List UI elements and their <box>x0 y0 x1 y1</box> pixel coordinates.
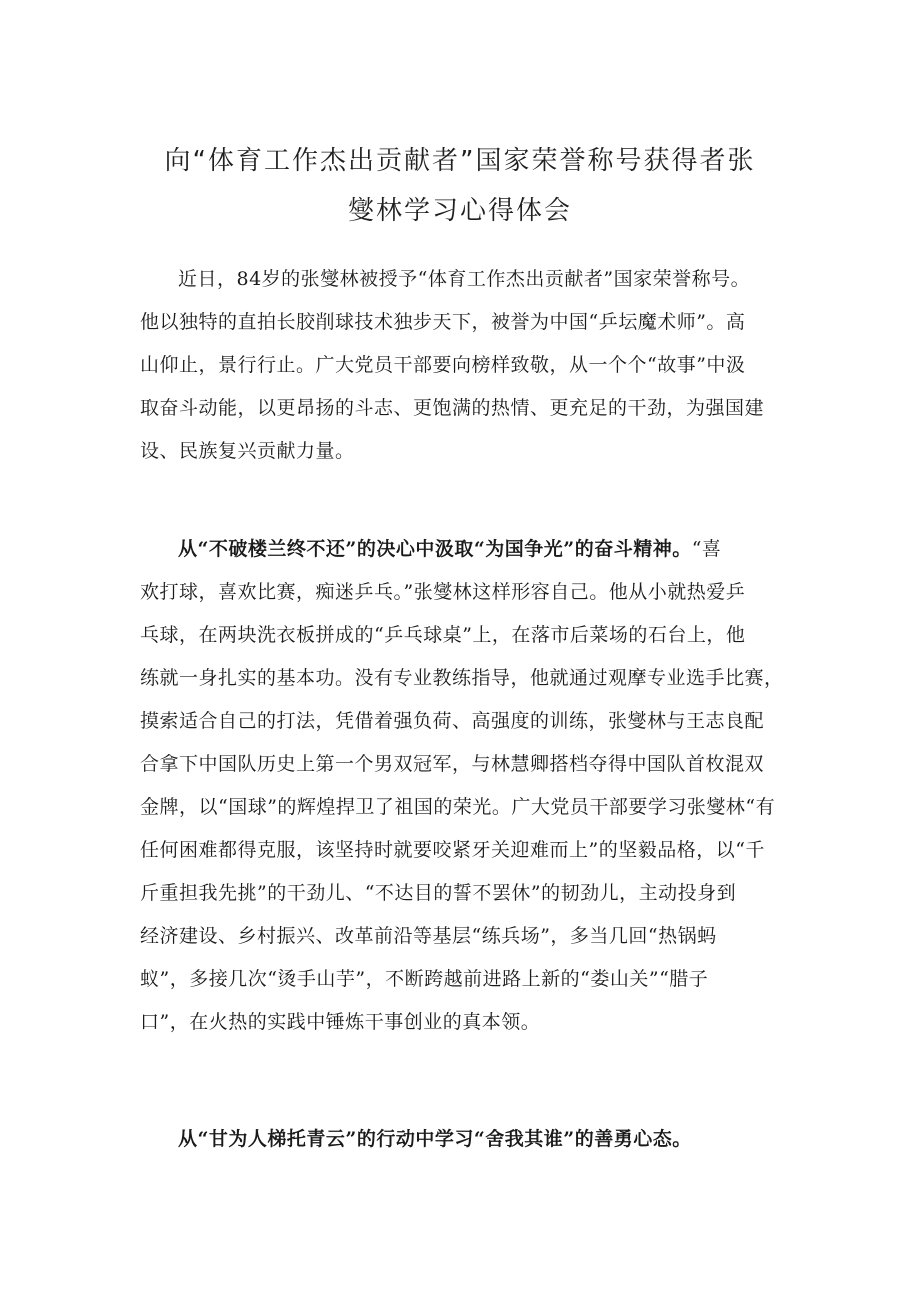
paragraph-line: 任何困难都得克服，该坚持时就要咬紧牙关迎难而上”的坚毅品格，以“千 <box>140 839 765 861</box>
paragraph-line: 金牌，以“国球”的辉煌捍卫了祖国的荣光。广大党员干部要学习张燮林“有 <box>140 796 776 818</box>
paragraph-line: 近日，84岁的张燮林被授予“体育工作杰出贡献者”国家荣誉称号。 <box>178 268 751 290</box>
paragraph-line: 他以独特的直拍长胶削球技术独步天下，被誉为中国“乒坛魔术师”。高 <box>140 311 746 333</box>
paragraph-line: 山仰止，景行行止。广大党员干部要向榜样致敬，从一个个“故事”中汲 <box>140 354 746 376</box>
paragraph-line: 斤重担我先挑”的干劲儿、“不达目的誓不罢休”的韧劲儿，主动投身到 <box>140 882 737 904</box>
paragraph-line: 取奋斗动能，以更昂扬的斗志、更饱满的热情、更充足的干劲，为强国建 <box>140 397 765 419</box>
paragraph-line: 乓球，在两块洗衣板拼成的“乒乓球桌”上，在落市后菜场的石台上，他 <box>140 624 746 646</box>
paragraph-line <box>140 528 785 571</box>
paragraph-intro <box>140 258 785 473</box>
title-line-1: 向“体育工作杰出贡献者”国家荣誉称号获得者张 <box>164 146 756 176</box>
section-heading-1: 从“不破楼兰终不还”的决心中汲取“为国争光”的奋斗精神。 <box>178 538 692 560</box>
paragraph-line: 练就一身扎实的基本功。没有专业教练指导，他就通过观摩专业选手比赛， <box>140 667 784 689</box>
paragraph-section-2 <box>140 1118 785 1161</box>
document-title <box>140 136 780 236</box>
paragraph-line: 经济建设、乡村振兴、改革前沿等基层“练兵场”，多当几回“热锅蚂 <box>140 925 717 947</box>
paragraph-line: 蚁”，多接几次“烫手山芋”，不断跨越前进路上新的“娄山关”“腊子 <box>140 968 709 990</box>
paragraph-text: “喜 <box>691 538 722 560</box>
section-heading-2: 从“甘为人梯托青云”的行动中学习“舍我其谁”的善勇心态。 <box>178 1128 692 1150</box>
paragraph-section-1 <box>140 528 785 1044</box>
paragraph-line: 口”，在火热的实践中锤炼干事创业的真本领。 <box>140 1011 541 1033</box>
paragraph-line: 摸索适合自己的打法，凭借着强负荷、高强度的训练，张燮林与王志良配 <box>140 710 765 732</box>
paragraph-line: 设、民族复兴贡献力量。 <box>140 440 355 462</box>
title-line-2: 燮林学习心得体会 <box>347 196 572 226</box>
paragraph-line: 合拿下中国队历史上第一个男双冠军，与林慧卿搭档夺得中国队首枚混双 <box>140 753 765 775</box>
paragraph-line: 欢打球，喜欢比赛，痴迷乒乓。”张燮林这样形容自己。他从小就热爱乒 <box>140 581 746 603</box>
